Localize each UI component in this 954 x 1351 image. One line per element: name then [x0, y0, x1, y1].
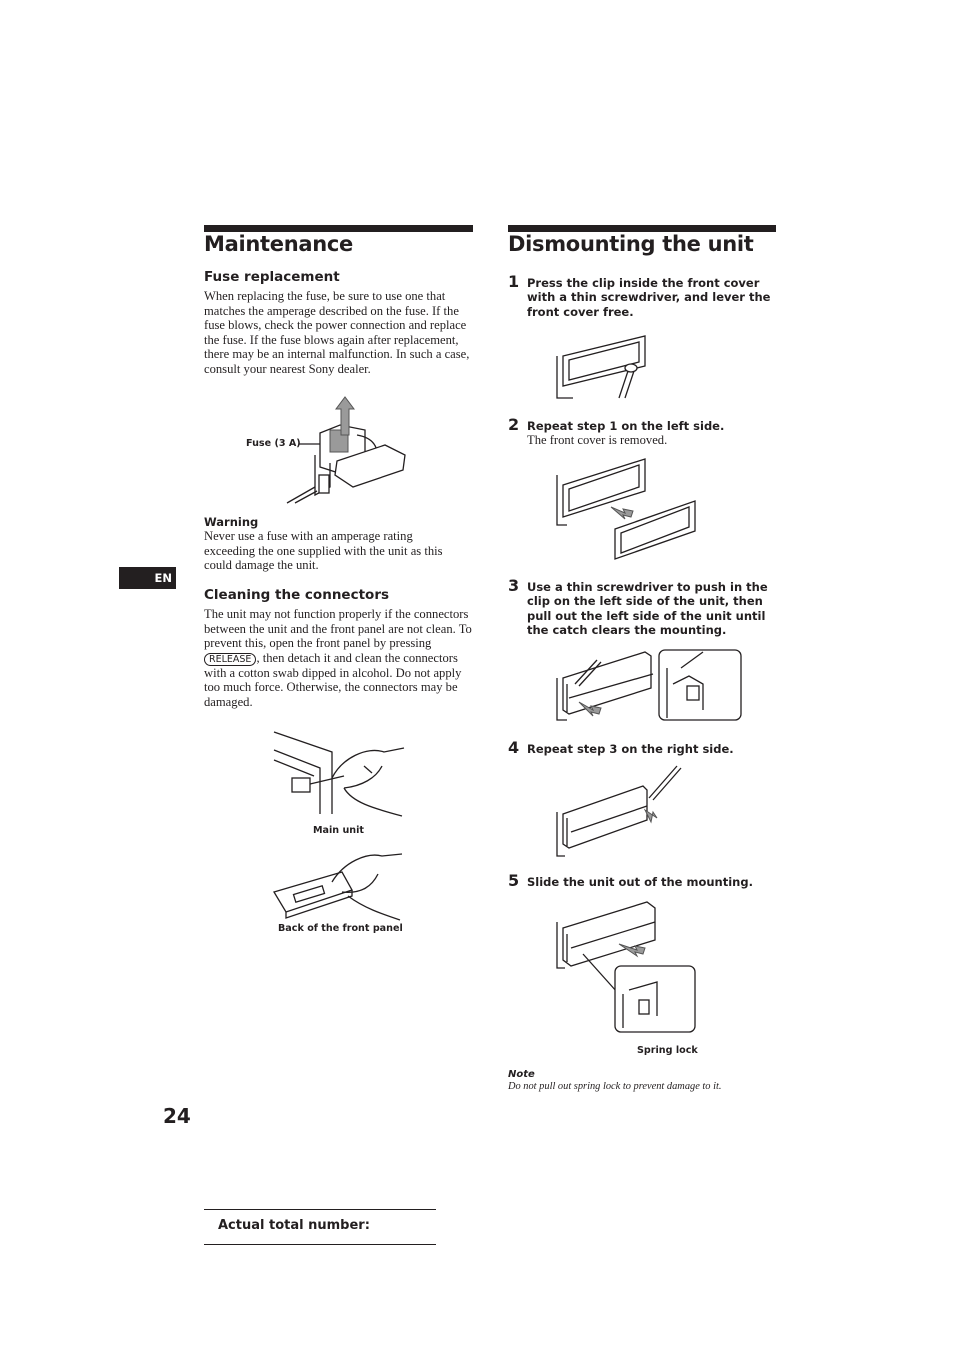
dismounting-title: Dismounting the unit — [508, 232, 754, 256]
step-2-text: Repeat step 1 on the left side. — [527, 419, 725, 433]
maintenance-title: Maintenance — [204, 232, 353, 256]
language-tab — [119, 567, 176, 589]
step-4-number: 4 — [508, 738, 520, 757]
section-rule-right — [508, 225, 776, 232]
step-1-number: 1 — [508, 272, 520, 291]
main-unit-illustration — [272, 728, 407, 823]
note-text: Do not pull out spring lock to prevent damage to it. — [508, 1081, 722, 1092]
page-number: 24 — [163, 1104, 191, 1128]
front-panel-back-caption: Back of the front panel — [278, 923, 403, 934]
note-heading: Note — [508, 1069, 535, 1080]
step-4-text: Repeat step 3 on the right side. — [527, 742, 734, 756]
cleaning-text — [204, 607, 474, 710]
step-5-text: Slide the unit out of the mounting. — [527, 875, 753, 889]
step-3-illustration — [553, 648, 745, 724]
step-2-number: 2 — [508, 415, 520, 434]
step-5-number: 5 — [508, 871, 520, 890]
front-panel-back-illustration — [272, 852, 407, 922]
step-2-illustration — [553, 455, 701, 563]
main-unit-caption: Main unit — [313, 825, 365, 836]
warning-heading: Warning — [204, 515, 259, 529]
fuse-text: When replacing the fuse, be sure to use one that matches the amperage described on the fuse. If the fuse blows, check the power connection and replace the fuse. If the fuse blows again after replacement, there may be an internal malfunction. In such a case, consult your nearest Sony dealer. — [204, 289, 470, 376]
cleaning-text-after: , then detach it and clean the connectors with a cotton swab dipped in alcohol. Do not apply too much force. Otherwise, the connectors may be damaged. — [204, 650, 462, 709]
release-button-symbol: RELEASE — [204, 653, 256, 666]
section-rule-left — [204, 225, 473, 232]
step-2-subtext: The front cover is removed. — [527, 433, 668, 447]
step-1-text: Press the clip inside the front cover with a thin screwdriver, and lever the front cover free. — [527, 276, 771, 319]
actual-total-number-label: Actual total number: — [218, 1218, 370, 1233]
step-3-number: 3 — [508, 576, 520, 595]
spring-lock-label: Spring lock — [637, 1045, 698, 1056]
footer-top-rule — [204, 1209, 436, 1210]
step-3-text: Use a thin screwdriver to push in the clip on the left side of the unit, then pull out the left side of the unit until the catch clears the mounting. — [527, 580, 768, 637]
step-1-illustration — [553, 326, 653, 402]
language-tab-label: EN — [154, 571, 172, 585]
step-4-illustration — [553, 762, 683, 858]
cleaning-heading: Cleaning the connectors — [204, 587, 390, 603]
fuse-illustration — [285, 395, 415, 505]
footer-bottom-rule — [204, 1244, 436, 1245]
fuse-label: Fuse (3 A) — [246, 438, 301, 449]
cleaning-text-before: The unit may not function properly if the connectors between the unit and the front panel are not clean. To prevent this, open the front panel by pressing — [204, 607, 472, 651]
step-5-illustration — [553, 898, 701, 1038]
warning-text: Never use a fuse with an amperage rating exceeding the one supplied with the unit as this could damage the unit. — [204, 529, 443, 573]
fuse-heading: Fuse replacement — [204, 269, 340, 285]
